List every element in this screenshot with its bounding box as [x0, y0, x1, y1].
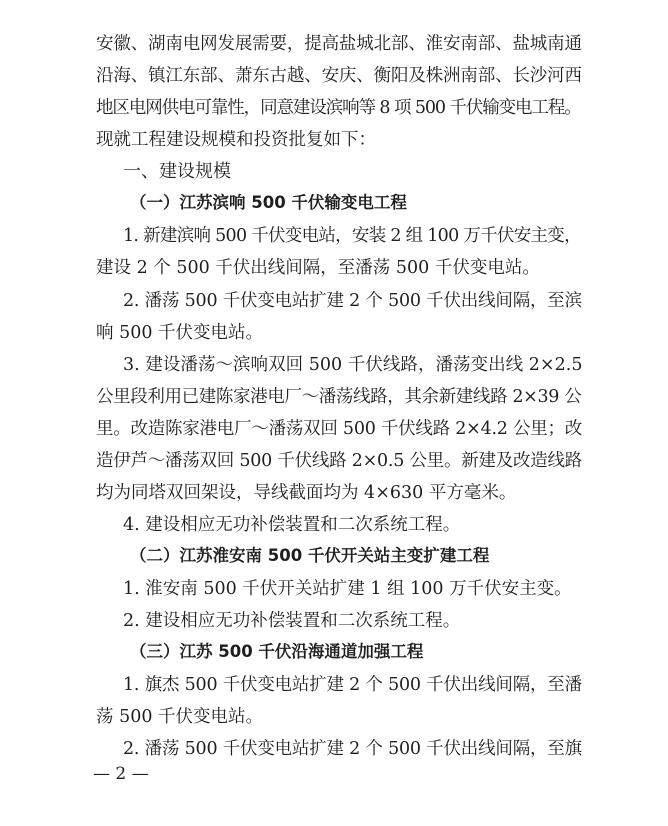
body-text-line: 造伊芦～潘荡双回 500 千伏线路 2×0.5 公里。新建及改造线路 — [96, 451, 583, 471]
subsection-heading: （二）江苏淮安南 500 千伏开关站主变扩建工程 — [130, 546, 490, 565]
list-item-line: 1. 淮安南 500 千伏开关站扩建 1 组 100 万千伏安主变。 — [123, 579, 572, 599]
list-item-line: 3. 建设潘荡～滨响双回 500 千伏线路，潘荡变出线 2×2.5 — [123, 355, 583, 375]
page-number: — 2 — — [93, 764, 149, 784]
body-text-line: 里。改造陈家港电厂～潘荡双回 500 千伏线路 2×4.2 公里；改 — [96, 419, 583, 439]
body-text-line: 公里段利用已建陈家港电厂～潘荡线路，其余新建线路 2×39 公 — [96, 387, 582, 407]
list-item-line: 2. 建设相应无功补偿装置和二次系统工程。 — [123, 611, 461, 631]
subsection-heading: （一）江苏滨响 500 千伏输变电工程 — [130, 193, 407, 212]
list-item-line: 4. 建设相应无功补偿装置和二次系统工程。 — [123, 515, 461, 535]
section-heading: 一、建设规模 — [123, 161, 231, 182]
body-text-line: 荡 500 千伏变电站。 — [96, 707, 264, 727]
list-item-line: 2. 潘荡 500 千伏变电站扩建 2 个 500 千伏出线间隔，至旗 — [123, 739, 582, 759]
list-item-line: 1. 旗杰 500 千伏变电站扩建 2 个 500 千伏出线间隔，至潘 — [123, 675, 582, 695]
body-text-line: 安徽、湖南电网发展需要，提高盐城北部、淮安南部、盐城南通 — [96, 34, 582, 54]
body-text-line: 响 500 千伏变电站。 — [96, 323, 264, 343]
body-text-line: 沿海、镇江东部、萧东古越、安庆、衡阳及株洲南部、长沙河西 — [96, 66, 582, 86]
body-text-line: 现就工程建设规模和投资批复如下： — [96, 130, 376, 150]
list-item-line: 1. 新建滨响 500 千伏变电站，安装 2 组 100 万千伏安主变， — [123, 226, 581, 246]
list-item-line: 2. 潘荡 500 千伏变电站扩建 2 个 500 千伏出线间隔，至滨 — [123, 291, 582, 311]
body-text-line: 均为同塔双回架设，导线截面均为 4×630 平方毫米。 — [96, 483, 517, 503]
body-text-line: 地区电网供电可靠性，同意建设滨响等 8 项 500 千伏输变电工程。 — [96, 98, 581, 118]
subsection-heading: （三）江苏 500 千伏沿海通道加强工程 — [130, 642, 424, 661]
body-text-line: 建设 2 个 500 千伏出线间隔，至潘荡 500 千伏变电站。 — [96, 258, 540, 278]
